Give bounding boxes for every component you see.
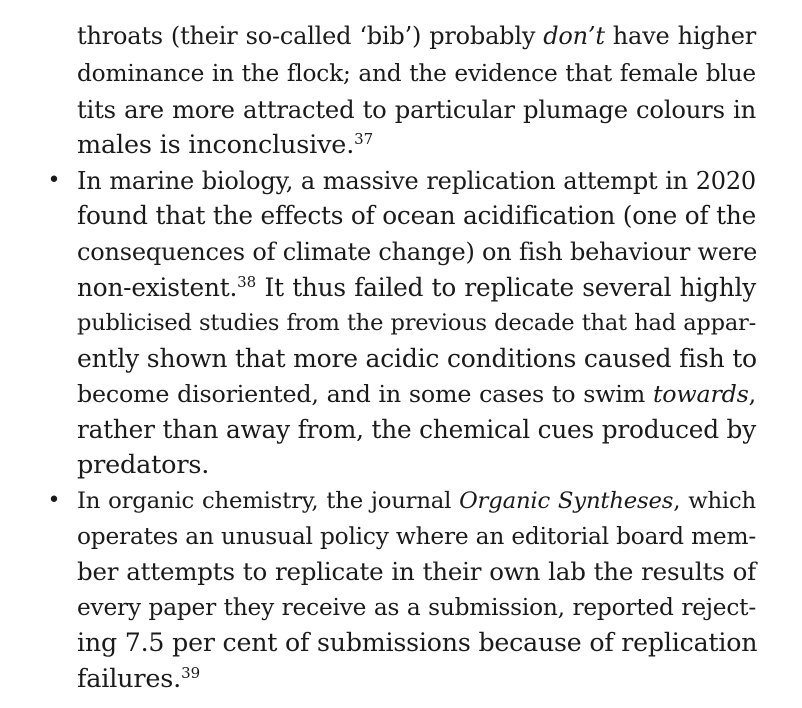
text-line <box>77 625 756 661</box>
text-line <box>77 198 756 234</box>
text-span: , <box>748 380 756 408</box>
bullet-marker: • <box>47 168 61 193</box>
text-line <box>77 163 756 199</box>
footnote-ref-38: 38 <box>237 273 257 291</box>
italic-text: don’t <box>543 22 605 50</box>
text-line <box>77 519 756 555</box>
text-span: ber attempts to replicate in their own lab the results of <box>77 557 756 586</box>
text-line <box>77 341 756 377</box>
text-line <box>77 18 756 54</box>
text-span: predators. <box>77 450 210 480</box>
text-line <box>77 412 756 448</box>
text-line <box>77 590 756 626</box>
text-line <box>77 305 756 341</box>
text-span: ently shown that more acidic conditions caused fish to <box>77 344 757 373</box>
text-span: every paper they receive as a submission, reported reject- <box>77 594 756 621</box>
text-line <box>77 234 756 270</box>
text-span: publicised studies from the previous decade that had appar- <box>77 310 756 336</box>
footnote-ref-37: 37 <box>354 130 374 148</box>
italic-text: towards <box>652 380 749 408</box>
text-span: become disoriented, and in some cases to swim <box>77 380 653 408</box>
text-span: failures. <box>77 664 182 694</box>
text-span: It thus failed to replicate several highly <box>256 273 756 302</box>
text-span: non-existent. <box>77 273 238 302</box>
text-span: In organic chemistry, the journal <box>77 488 460 514</box>
text-line <box>77 447 756 483</box>
text-span: operates an unusual policy where an editorial board mem- <box>77 523 756 550</box>
text-line <box>77 554 756 590</box>
text-line <box>77 661 756 697</box>
text-span: consequences of climate change) on fish behaviour were <box>77 238 758 266</box>
text-span: In marine biology, a massive replication attempt in 2020 <box>77 167 756 195</box>
text-line <box>77 56 756 92</box>
text-span: rather than away from, the chemical cues produced by <box>77 415 756 444</box>
text-line <box>77 127 756 163</box>
text-span: , which <box>673 488 756 514</box>
text-span: males is inconclusive. <box>77 130 355 160</box>
footnote-ref-39: 39 <box>181 664 201 682</box>
bullet-marker: • <box>47 488 61 513</box>
italic-text: Organic Syntheses <box>459 488 674 514</box>
text-span: throats (their so-called ‘bib’) probably <box>77 22 544 50</box>
text-span: have higher <box>604 22 756 50</box>
text-span: ing 7.5 per cent of submissions because of replication <box>77 628 758 657</box>
text-line <box>77 92 756 128</box>
text-line <box>77 270 756 306</box>
text-line <box>77 376 756 412</box>
text-span: dominance in the flock; and the evidence that female blue <box>77 60 756 87</box>
text-span: tits are more attracted to particular plumage colours in <box>77 95 756 124</box>
text-span: found that the effects of ocean acidification (one of the <box>77 201 757 230</box>
text-line <box>77 483 756 519</box>
